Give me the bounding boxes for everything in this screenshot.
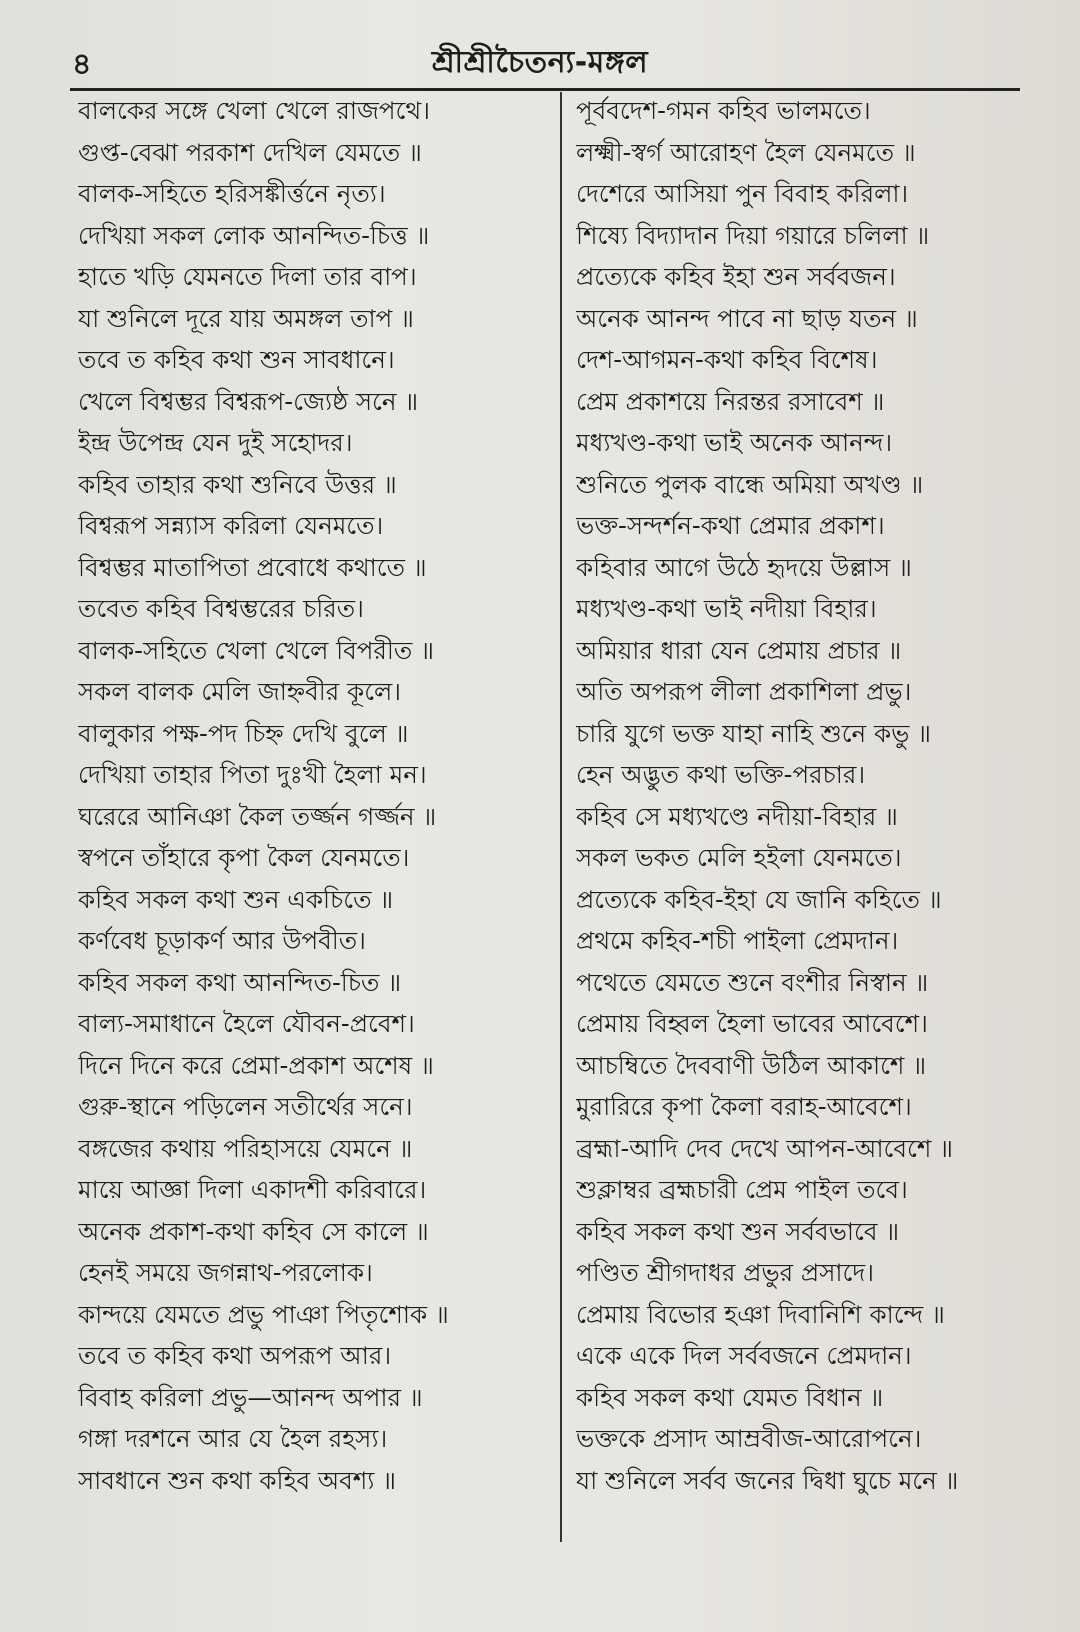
page-number: ৪ xyxy=(72,47,92,82)
verse-line: বাল্য-সমাধানে হৈলে যৌবন-প্রবেশ। xyxy=(78,1009,415,1038)
left-verse-column xyxy=(78,90,548,1501)
verse-line: দেশ-আগমন-কথা কহিব বিশেষ। xyxy=(576,345,878,374)
verse-line: খেলে বিশ্বম্ভর বিশ্বরূপ-জ্যেষ্ঠ সনে ॥ xyxy=(78,386,419,416)
verse-line: লক্ষ্মী-স্বর্গ আরোহণ হৈল যেনমতে ॥ xyxy=(576,137,916,167)
verse-line: যা শুনিলে সর্বব জনের দ্বিধা ঘুচে মনে ॥ xyxy=(576,1465,959,1495)
verse-line: বালকের সঙ্গে খেলা খেলে রাজপথে। xyxy=(78,96,431,125)
verse-line: হেন অদ্ভুত কথা ভক্তি-পরচার। xyxy=(576,760,866,789)
right-verse-column xyxy=(576,90,1006,1501)
page-header xyxy=(60,30,1020,86)
verse-line: ইন্দ্র উপেন্দ্র যেন দুই সহোদর। xyxy=(78,428,353,457)
verse-line: শুক্লাম্বর ব্রহ্মচারী প্রেম পাইল তবে। xyxy=(576,1175,908,1204)
verse-line: গুরু-স্থানে পড়িলেন সতীর্থের সনে। xyxy=(78,1092,413,1121)
verse-line: অনেক আনন্দ পাবে না ছাড় যতন ॥ xyxy=(576,303,918,333)
verse-line: কহিব সকল কথা শুন একচিতে ॥ xyxy=(78,884,394,914)
verse-line: বালক-সহিতে খেলা খেলে বিপরীত ॥ xyxy=(78,635,434,665)
verse-line: কহিবার আগে উঠে হৃদয়ে উল্লাস ॥ xyxy=(576,552,912,582)
verse-line: বালক-সহিতে হরিসঙ্কীর্ত্তনে নৃত্য। xyxy=(78,179,386,208)
verse-line: চারি যুগে ভক্ত যাহা নাহি শুনে কভু ॥ xyxy=(576,718,932,748)
verse-line: সকল ভকত মেলি হইলা যেনমতে। xyxy=(576,843,902,872)
column-divider xyxy=(560,92,562,1542)
verse-line: যা শুনিলে দূরে যায় অমঙ্গল তাপ ॥ xyxy=(78,303,414,333)
verse-line: পণ্ডিত শ্রীগদাধর প্রভুর প্রসাদে। xyxy=(576,1258,874,1287)
verse-line: পথেতে যেমতে শুনে বংশীর নিস্বান ॥ xyxy=(576,967,929,997)
verse-line: প্রেমায় বিহ্বল হৈলা ভাবের আবেশে। xyxy=(576,1009,928,1038)
verse-line: মধ্যখণ্ড-কথা ভাই অনেক আনন্দ। xyxy=(576,428,893,457)
verse-line: দিনে দিনে করে প্রেমা-প্রকাশ অশেষ ॥ xyxy=(78,1050,434,1080)
verse-line: দেশেরে আসিয়া পুন বিবাহ করিলা। xyxy=(576,179,909,208)
verse-line: একে একে দিল সর্ববজনে প্রেমদান। xyxy=(576,1341,912,1370)
verse-line: বিবাহ করিলা প্রভু—আনন্দ অপার ॥ xyxy=(78,1382,423,1412)
verse-line: বিশ্বম্ভর মাতাপিতা প্রবোধে কথাতে ॥ xyxy=(78,552,427,582)
verse-line: পূর্ববদেশ-গমন কহিব ভালমতে। xyxy=(576,96,871,125)
verse-line: কহিব সে মধ্যখণ্ডে নদীয়া-বিহার ॥ xyxy=(576,801,898,831)
verse-line: তবেত কহিব বিশ্বম্ভরের চরিত। xyxy=(78,594,364,623)
verse-line: মায়ে আজ্ঞা দিলা একাদশী করিবারে। xyxy=(78,1175,427,1204)
verse-line: অমিয়ার ধারা যেন প্রেমায় প্রচার ॥ xyxy=(576,635,902,665)
verse-line: আচম্বিতে দৈববাণী উঠিল আকাশে ॥ xyxy=(576,1050,927,1080)
verse-line: ভক্তকে প্রসাদ আম্রবীজ-আরোপনে। xyxy=(576,1424,922,1453)
verse-line: বিশ্বরূপ সন্ন্যাস করিলা যেনমতে। xyxy=(78,511,384,540)
verse-line: মধ্যখণ্ড-কথা ভাই নদীয়া বিহার। xyxy=(576,594,877,623)
verse-line: প্রেমায় বিভোর হঞা দিবানিশি কান্দে ॥ xyxy=(576,1299,945,1329)
verse-line: দেখিয়া তাহার পিতা দুঃখী হৈলা মন। xyxy=(78,760,427,789)
verse-line: বঙ্গজের কথায় পরিহাসয়ে যেমনে ॥ xyxy=(78,1133,413,1163)
verse-line: সকল বালক মেলি জাহ্নবীর কূলে। xyxy=(78,677,402,706)
verse-line: ঘরেরে আনিঞা কৈল তর্জ্জন গর্জ্জন ॥ xyxy=(78,801,437,831)
verse-line: বালুকার পক্ষ-পদ চিহ্ন দেখি বুলে ॥ xyxy=(78,718,409,748)
verse-line: অতি অপরূপ লীলা প্রকাশিলা প্রভু। xyxy=(576,677,912,706)
verse-line: দেখিয়া সকল লোক আনন্দিত-চিত্ত ॥ xyxy=(78,220,430,250)
verse-line: গঙ্গা দরশনে আর যে হৈল রহস্য। xyxy=(78,1424,388,1453)
running-title: শ্রীশ্রীচৈতন্য-মঙ্গল xyxy=(431,45,649,80)
verse-line: ব্রহ্মা-আদি দেব দেখে আপন-আবেশে ॥ xyxy=(576,1133,954,1163)
verse-line: কহিব সকল কথা যেমত বিধান ॥ xyxy=(576,1382,884,1412)
verse-line: শুনিতে পুলক বান্ধে অমিয়া অখণ্ড ॥ xyxy=(576,469,924,499)
verse-line: সাবধানে শুন কথা কহিব অবশ্য ॥ xyxy=(78,1465,396,1495)
verse-line: প্রথমে কহিব-শচী পাইলা প্রেমদান। xyxy=(576,926,899,955)
verse-line: ভক্ত-সন্দর্শন-কথা প্রেমার প্রকাশ। xyxy=(576,511,885,540)
verse-line: অনেক প্রকাশ-কথা কহিব সে কালে ॥ xyxy=(78,1216,429,1246)
verse-line: কহিব সকল কথা আনন্দিত-চিত ॥ xyxy=(78,967,402,997)
verse-line: হাতে খড়ি যেমনতে দিলা তার বাপ। xyxy=(78,262,417,291)
verse-line: শিষ্যে বিদ্যাদান দিয়া গয়ারে চলিলা ॥ xyxy=(576,220,930,250)
verse-line: প্রত্যেকে কহিব-ইহা যে জানি কহিতে ॥ xyxy=(576,884,942,914)
verse-line: কহিব সকল কথা শুন সর্ববভাবে ॥ xyxy=(576,1216,900,1246)
verse-line: হেনই সময়ে জগন্নাথ-পরলোক। xyxy=(78,1258,373,1287)
verse-line: মুরারিরে কৃপা কৈলা বরাহ-আবেশে। xyxy=(576,1092,912,1121)
verse-line: স্বপনে তাঁহারে কৃপা কৈল যেনমতে। xyxy=(78,843,410,872)
verse-line: কান্দয়ে যেমতে প্রভু পাঞা পিতৃশোক ॥ xyxy=(78,1299,449,1329)
verse-line: গুপ্ত-বেঝা পরকাশ দেখিল যেমতে ॥ xyxy=(78,137,422,167)
verse-line: তবে ত কহিব কথা শুন সাবধানে। xyxy=(78,345,395,374)
verse-line: প্রেম প্রকাশয়ে নিরন্তর রসাবেশ ॥ xyxy=(576,386,885,416)
verse-line: কর্ণবেধ চূড়াকর্ণ আর উপবীত। xyxy=(78,926,366,955)
verse-line: প্রত্যেকে কহিব ইহা শুন সর্ববজন। xyxy=(576,262,896,291)
verse-line: কহিব তাহার কথা শুনিবে উত্তর ॥ xyxy=(78,469,397,499)
verse-line: তবে ত কহিব কথা অপরূপ আর। xyxy=(78,1341,392,1370)
